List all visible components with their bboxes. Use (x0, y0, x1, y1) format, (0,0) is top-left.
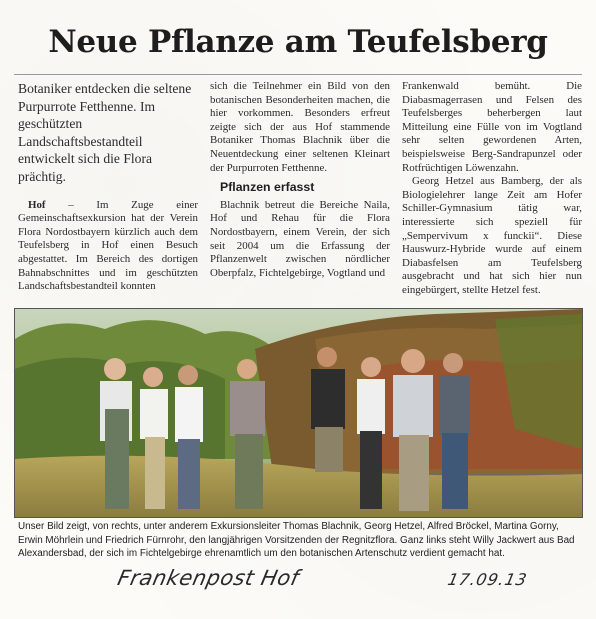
body-paragraph: sich die Teilnehmer ein Bild von den botanischen Besonderheiten machen, die hier vorkommen. Besonders erfreut zeigte sich der aus Hof stammende Botaniker Thomas Blachnik über die Neuentdeckung einer seltenen Kleinart der Purpurroten Fetthenne. (210, 80, 390, 174)
group-photo (14, 308, 583, 518)
body-paragraph: Frankenwald bemüht. Die Diabasmagerrasen und Felsen des Teufelsberges beherbergen laut Mitteilung eine Fülle von im Vogtland sehr selten gewordenen Arten, beispielsweise Berg-Sandrapunzel oder Rotfrüchtigen Löwenzahn. (402, 80, 582, 174)
subheading: Pflanzen erfasst (220, 180, 315, 195)
group-photo-illustration (15, 309, 582, 517)
headline-rule (14, 74, 582, 75)
intro-text: – Im Zuge einer Gemeinschaftsexkursion hat der Verein Flora Nordostbayern kürzlich auch dem Teufelsberg in Hof einen Besuch abgestattet. Im Bereich des dortigen Bahnabschnittes und im geschützten Landschaftsbestandteil konnten (18, 198, 198, 293)
body-paragraph: Blachnik betreut die Bereiche Naila, Hof und Rehau für die Flora Nordostbayern, einem Verein, der sich seit 2004 um die Erfassung der Pflanzenwelt zwischen nördlicher Oberpfalz, Fichtelgebirge, Vogtland und (210, 198, 390, 279)
body-paragraph: Georg Hetzel aus Bamberg, der als Biologielehrer lange Zeit am Hofer Schiller-Gymnasium tätig war, interessierte sich speziell für „Sempervivum x funckii“. Diese Hauswurz-Hybride wurde auf einem Diabasfelsen am Teufelsberg ausgebracht und hat sich hier nun eingebürgert, stellte Hetzel fest. (402, 175, 582, 296)
photo-caption: Unser Bild zeigt, von rechts, unter anderem Exkursionsleiter Thomas Blachnik, Georg Hetzel, Alfred Bröckel, Martina Gorny, Erwin Möhrlein und Friedrich Fürnrohr, den langjährigen Vorsitzenden der Regnitzflora. Ganz links steht Willy Jackwert aus Bad Alexandersbad, der sich im Fichtelgebirge ehrenamtlich um den botanischen Artenschutz verdient gemacht hat. (18, 521, 575, 559)
dateline: Hof (28, 198, 46, 211)
column-2 (210, 80, 390, 280)
handwritten-date: 17.09.13 (445, 570, 530, 589)
headline: Neue Pflanze am Teufelsberg (48, 24, 548, 60)
column-1 (18, 80, 198, 294)
column-3 (402, 80, 582, 298)
handwritten-source: Frankenpost Hof (115, 566, 302, 590)
intro-paragraph (18, 199, 198, 294)
teaser: Botaniker entdecken die seltene Purpurrote Fetthenne. Im geschützten Landschaftsbestandteil entwickelt sich die Flora prächtig. (18, 81, 192, 184)
